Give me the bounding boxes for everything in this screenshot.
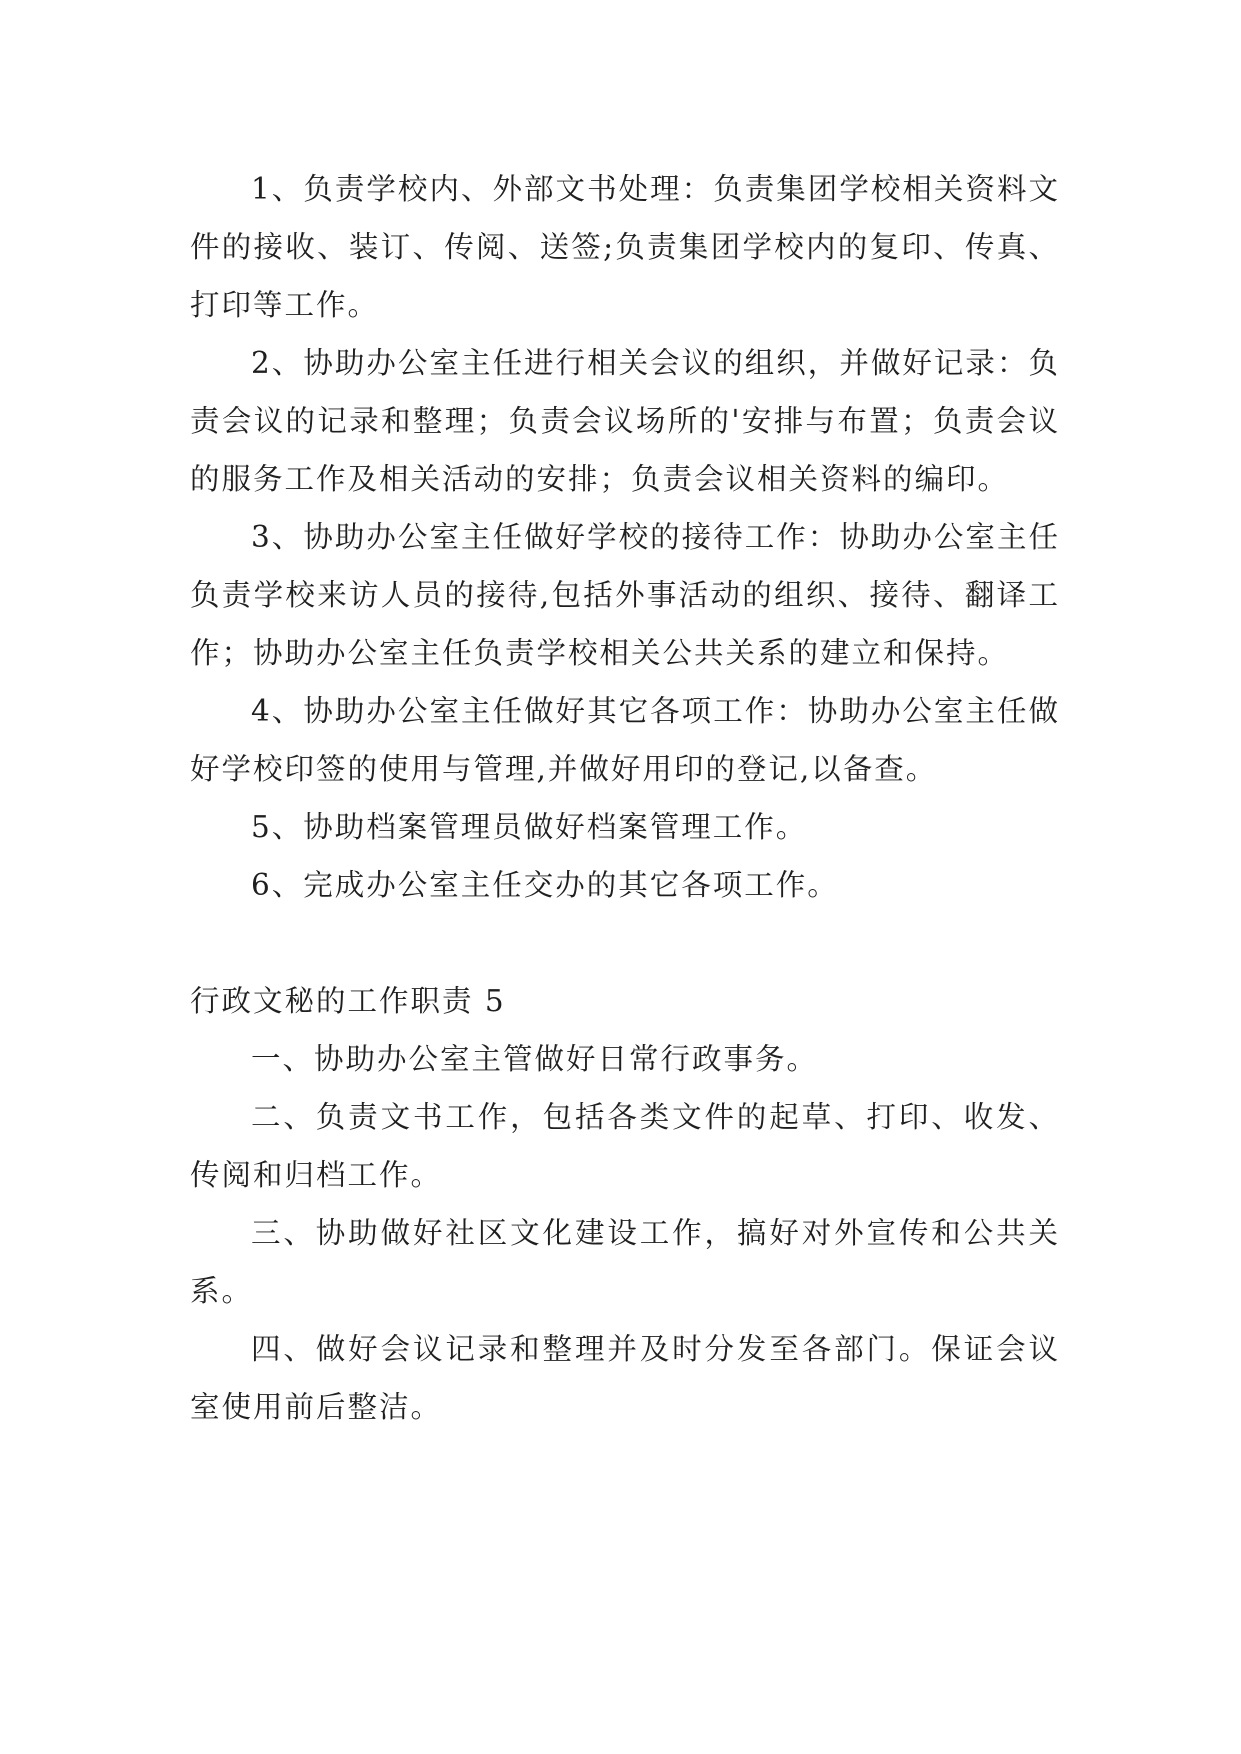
paragraph-duty-2: 2、协助办公室主任进行相关会议的组织，并做好记录：负责会议的记录和整理；负责会议场所的'安排与布置；负责会议的服务工作及相关活动的安排；负责会议相关资料的编印。 <box>190 346 1060 496</box>
paragraph-item-4: 四、做好会议记录和整理并及时分发至各部门。保证会议室使用前后整洁。 <box>190 1332 1060 1424</box>
paragraph-item-3: 三、协助做好社区文化建设工作，搞好对外宣传和公共关系。 <box>190 1216 1060 1308</box>
paragraph-item-2: 二、负责文书工作，包括各类文件的起草、打印、收发、传阅和归档工作。 <box>190 1100 1060 1192</box>
paragraph-duty-6: 6、完成办公室主任交办的其它各项工作。 <box>251 868 839 902</box>
paragraph-duty-1: 1、负责学校内、外部文书处理：负责集团学校相关资料文件的接收、装订、传阅、送签;负责集团学校内的复印、传真、打印等工作。 <box>190 172 1060 322</box>
document-body <box>190 160 1060 1436</box>
paragraph-duty-5: 5、协助档案管理员做好档案管理工作。 <box>251 810 808 844</box>
paragraph-duty-3: 3、协助办公室主任做好学校的接待工作：协助办公室主任负责学校来访人员的接待,包括外事活动的组织、接待、翻译工作；协助办公室主任负责学校相关公共关系的建立和保持。 <box>190 520 1060 670</box>
paragraph-duty-4: 4、协助办公室主任做好其它各项工作：协助办公室主任做好学校印签的使用与管理,并做好用印的登记,以备查。 <box>190 694 1060 786</box>
section-heading: 行政文秘的工作职责 5 <box>190 984 506 1018</box>
paragraph-item-1: 一、协助办公室主管做好日常行政事务。 <box>251 1042 819 1076</box>
